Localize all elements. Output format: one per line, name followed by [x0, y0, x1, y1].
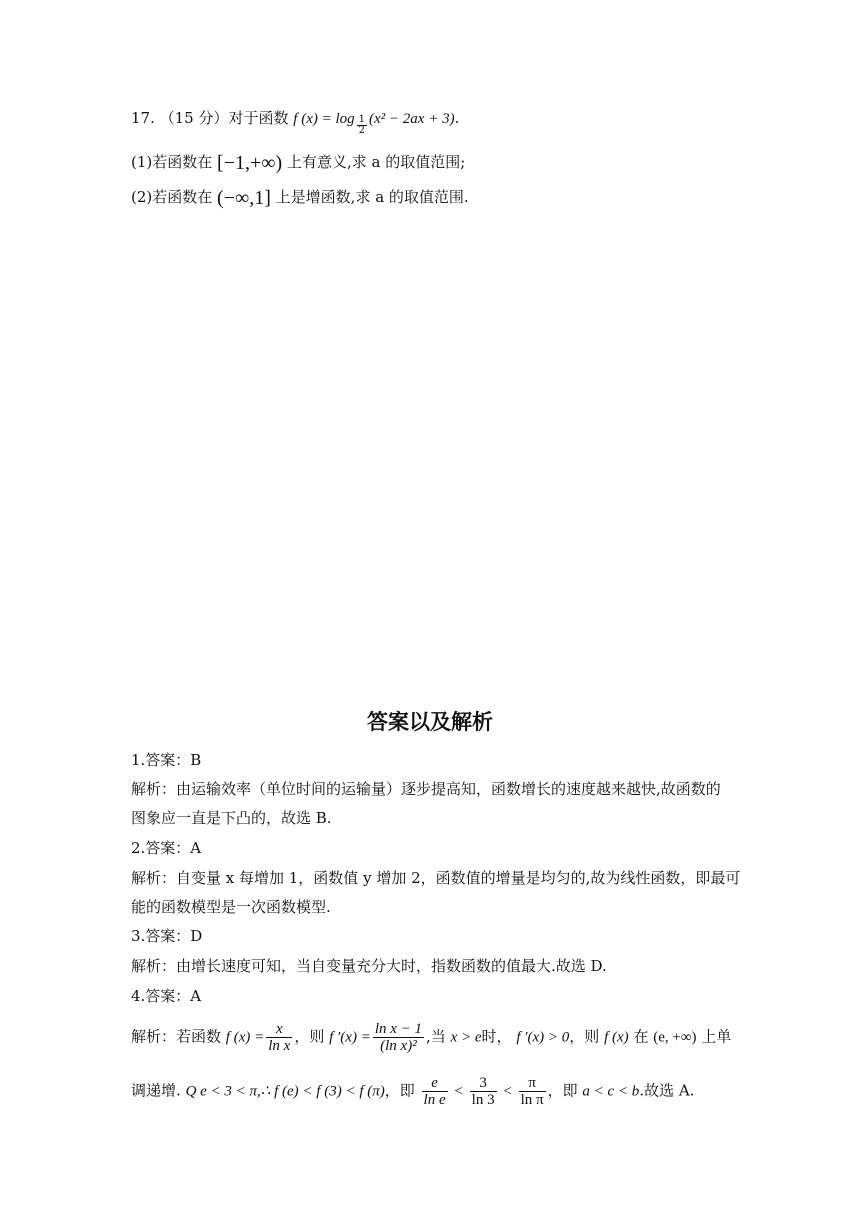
answer-4-explanation-line-1	[131, 1021, 731, 1054]
a4-interval: (e, +∞)	[653, 1029, 697, 1046]
a4-derivative-fraction	[373, 1021, 424, 1054]
answer-3-explanation: 解析：由增长速度可知，当自变量充分大时，指数函数的值最大.故选 D.	[131, 957, 607, 975]
problem-number: 17.	[131, 109, 155, 127]
a4-derivative: f ′(x) =	[329, 1029, 371, 1046]
function-argument: (x² − 2ax + 3)	[369, 111, 455, 127]
a4-fraction-pi-denominator: ln π	[520, 1092, 544, 1108]
a4-l1-text-b: ，则	[294, 1027, 325, 1046]
log-base-numerator: 1	[358, 114, 366, 125]
a4-fraction-e-denominator: ln e	[423, 1092, 446, 1108]
part1-prefix: (1)若函数在	[131, 153, 213, 171]
a4-derivative-positive: f ′(x) > 0	[516, 1029, 570, 1046]
part2-suffix: 上是增函数,求 a 的取值范围.	[275, 188, 469, 206]
a4-l1-text-h: ，则	[569, 1027, 600, 1046]
a4-fraction-e	[422, 1075, 448, 1108]
a4-derivative-numerator: ln x − 1	[374, 1021, 423, 1037]
a4-function-fraction	[266, 1021, 292, 1054]
a4-function-numerator: x	[266, 1021, 292, 1038]
a4-fraction-3-numerator: 3	[470, 1075, 497, 1092]
answer-1-label: 1.答案：B	[131, 751, 202, 769]
a4-inequality-chain: Q e < 3 < π,∴ f (e) < f (3) < f (π)	[185, 1083, 385, 1100]
problem-17-statement	[131, 108, 459, 136]
answer-1-explanation-line-1: 解析：由运输效率（单位时间的运输量）逐步提高知，函数增长的速度越来越快,故函数的	[131, 780, 721, 798]
a4-fraction-pi	[519, 1075, 546, 1108]
log-base-denominator: 2	[358, 125, 366, 136]
a4-l1-text-c: ,当	[426, 1027, 446, 1046]
answer-4-label: 4.答案：A	[131, 987, 202, 1005]
a4-l2-text-c: ，即	[384, 1081, 415, 1100]
part2-prefix: (2)若函数在	[131, 188, 213, 206]
answer-2-explanation-line-2: 能的函数模型是一次函数模型.	[131, 898, 331, 916]
answer-4-explanation-line-2	[131, 1075, 694, 1108]
a4-l1-text-e: 时，	[481, 1027, 512, 1046]
answers-title: 答案以及解析	[367, 710, 493, 734]
a4-function: f (x) =	[225, 1029, 265, 1046]
a4-fraction-3	[470, 1075, 497, 1108]
a4-function-denominator: ln x	[268, 1038, 291, 1054]
a4-conclusion: a < c < b	[582, 1083, 640, 1100]
less-than-sign: <	[454, 1083, 463, 1100]
part1-interval: [−1,+∞)	[217, 152, 283, 174]
a4-derivative-denominator: (ln x)²	[380, 1038, 417, 1054]
part1-suffix: 上有意义,求 a 的取值范围;	[286, 153, 466, 171]
a4-l1-text-l: 上单	[701, 1027, 732, 1046]
log-base-fraction	[357, 115, 367, 136]
function-lhs: f (x) = log	[293, 111, 355, 127]
a4-l2-text-f: .故选 A.	[639, 1081, 695, 1100]
answer-2-explanation-line-1: 解析：自变量 x 每增加 1，函数值 y 增加 2，函数值的增量是均匀的,故为线性函数，即最可	[131, 869, 741, 887]
problem-17-part-1	[131, 152, 465, 173]
answer-1-explanation-line-2: 图象应一直是下凸的，故选 B.	[131, 809, 332, 827]
answer-2-label: 2.答案：A	[131, 839, 202, 857]
part2-interval: (−∞,1]	[217, 187, 271, 209]
answer-3-label: 3.答案：D	[131, 927, 203, 945]
statement-end: .	[454, 109, 460, 127]
problem-points: （15 分）对于函数	[159, 109, 289, 127]
a4-l2-text-a: 调递增.	[131, 1081, 181, 1100]
less-than-sign: <	[503, 1083, 512, 1100]
a4-fraction-e-numerator: e	[422, 1075, 448, 1092]
a4-condition: x > e	[450, 1029, 482, 1046]
a4-l2-text-d: ，即	[547, 1081, 578, 1100]
a4-fraction-pi-numerator: π	[519, 1075, 546, 1092]
a4-l1-text-j: 在	[633, 1027, 649, 1046]
a4-l1-text-a: 解析：若函数	[131, 1027, 222, 1046]
a4-fx: f (x)	[604, 1029, 629, 1046]
a4-fraction-3-denominator: ln 3	[471, 1092, 495, 1108]
problem-17-part-2	[131, 187, 469, 208]
